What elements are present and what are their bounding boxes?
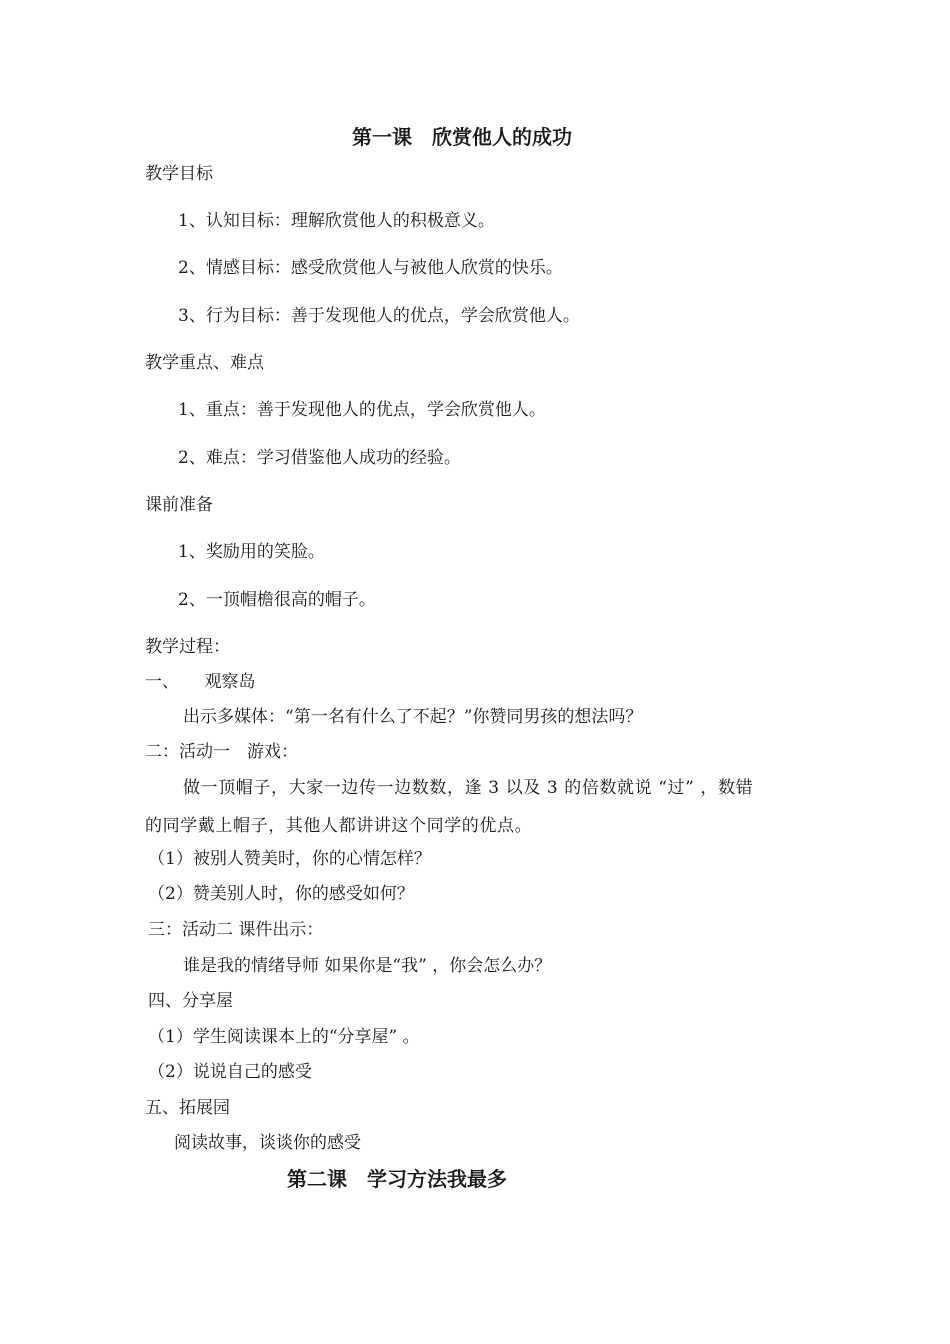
section4-heading: 四、分享屋 [148, 991, 233, 1011]
section2-question-2: （2）赞美别人时，你的感受如何？ [148, 884, 414, 904]
section5-text: 阅读故事，谈谈你的感受 [174, 1133, 361, 1153]
section3-text: 谁是我的情绪导师 如果你是“我” ，你会怎么办？ [183, 956, 552, 976]
prep-item-1: 1、奖励用的笑脸。 [178, 542, 325, 562]
section4-item-1: （1）学生阅读课本上的“分享屋” 。 [148, 1027, 420, 1047]
lesson1-title: 第一课 欣赏他人的成功 [352, 125, 572, 149]
keypoints-heading: 教学重点、难点 [145, 353, 264, 373]
prep-heading: 课前准备 [145, 495, 213, 515]
section2-heading: 二：活动一 游戏： [145, 742, 298, 762]
section5-heading: 五、拓展园 [145, 1098, 230, 1118]
keypoint-item-2: 2、难点：学习借鉴他人成功的经验。 [178, 448, 461, 468]
process-heading: 教学过程： [145, 637, 230, 657]
prep-item-2: 2、一顶帽檐很高的帽子。 [178, 590, 376, 610]
goal-item-1: 1、认知目标：理解欣赏他人的积极意义。 [178, 211, 495, 231]
section3-heading: 三：活动二 课件出示： [148, 920, 324, 940]
section2-text-line1: 做一顶帽子，大家一边传一边数数，逢 3 以及 3 的倍数就说 “过” ，数错 [183, 778, 754, 798]
section2-question-1: （1）被别人赞美时，你的心情怎样？ [148, 849, 431, 869]
goal-item-2: 2、情感目标：感受欣赏他人与被他人欣赏的快乐。 [178, 258, 563, 278]
section2-text-line2: 的同学戴上帽子，其他人都讲讲这个同学的优点。 [145, 816, 533, 836]
lesson2-title: 第二课 学习方法我最多 [287, 1167, 507, 1191]
goal-item-3: 3、行为目标：善于发现他人的优点，学会欣赏他人。 [178, 306, 580, 326]
section1-text: 出示多媒体：“第一名有什么了不起？”你赞同男孩的想法吗？ [183, 707, 643, 727]
keypoint-item-1: 1、重点：善于发现他人的优点，学会欣赏他人。 [178, 400, 546, 420]
goals-heading: 教学目标 [145, 164, 213, 184]
section4-item-2: （2）说说自己的感受 [148, 1062, 312, 1082]
section1-heading: 一、 观察岛 [145, 672, 256, 692]
